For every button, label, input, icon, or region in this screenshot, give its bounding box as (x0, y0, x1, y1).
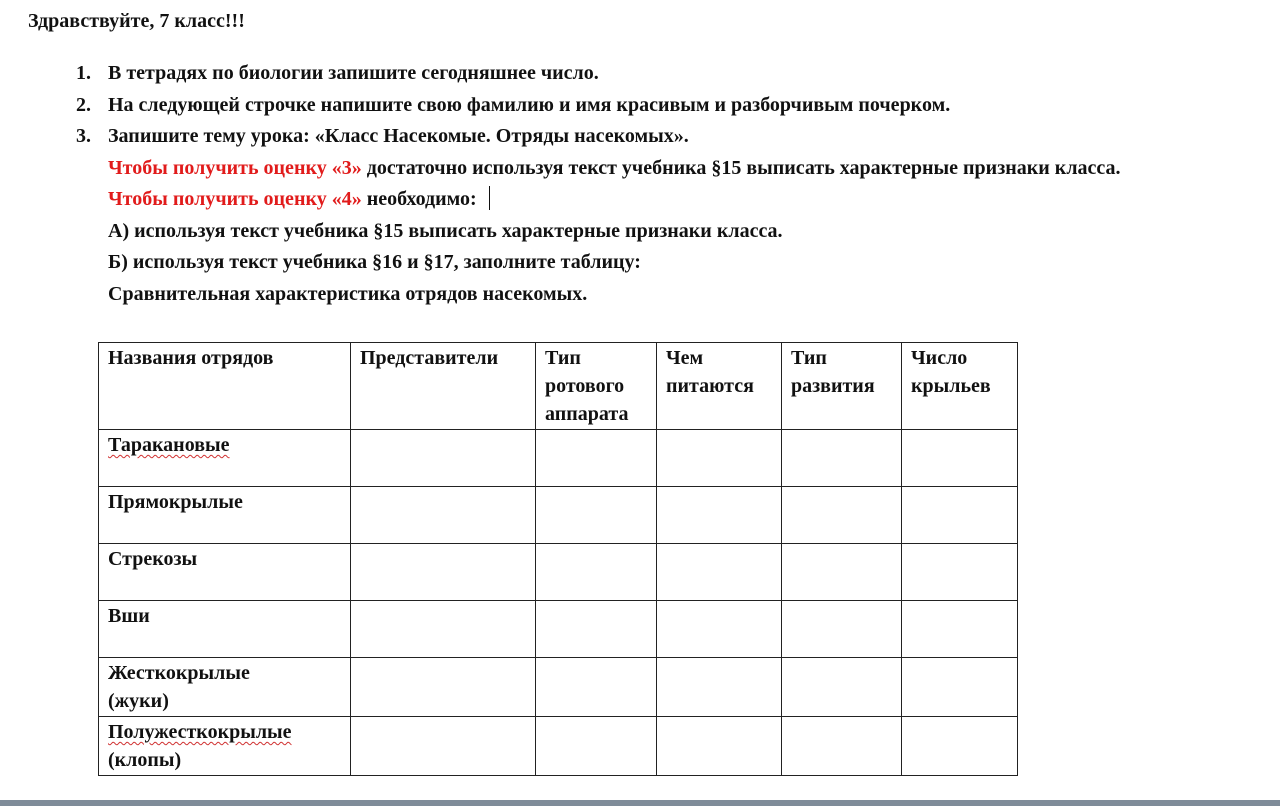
table-row (99, 717, 1018, 776)
order-name: Стрекозы (108, 548, 198, 570)
empty-cell[interactable] (657, 544, 782, 601)
order-name-cell (99, 717, 351, 776)
empty-cell[interactable] (902, 487, 1018, 544)
instruction-item-1 (76, 58, 1258, 90)
order-name: Жесткокрылые (108, 662, 250, 684)
window-bottom-border (0, 800, 1280, 806)
empty-cell[interactable] (536, 658, 657, 717)
header-order-names: Названия отрядов (99, 343, 351, 430)
empty-cell[interactable] (902, 430, 1018, 487)
empty-cell[interactable] (351, 487, 536, 544)
order-name: Полужесткокрылые (108, 721, 292, 743)
empty-cell[interactable] (536, 487, 657, 544)
empty-cell[interactable] (657, 601, 782, 658)
table-row (99, 544, 1018, 601)
list-number: 1. (76, 62, 91, 84)
empty-cell[interactable] (782, 717, 902, 776)
empty-cell[interactable] (351, 544, 536, 601)
instruction-text: В тетрадях по биологии запишите сегодняшнее число. (108, 62, 599, 84)
empty-cell[interactable] (902, 601, 1018, 658)
empty-cell[interactable] (351, 430, 536, 487)
grade-4-highlight: Чтобы получить оценку «4» (108, 188, 362, 210)
empty-cell[interactable] (351, 717, 536, 776)
instruction-text: Запишите тему урока: «Класс Насекомые. Отряды насекомых». (108, 125, 689, 147)
header-mouthparts-type: Тип ротового аппарата (536, 343, 657, 430)
table-row (99, 487, 1018, 544)
empty-cell[interactable] (902, 544, 1018, 601)
empty-cell[interactable] (536, 430, 657, 487)
grade-3-highlight: Чтобы получить оценку «3» (108, 156, 362, 179)
empty-cell[interactable] (536, 544, 657, 601)
empty-cell[interactable] (351, 658, 536, 717)
table-header-row (99, 343, 1018, 430)
grade-3-text: достаточно используя текст учебника §15 выписать характерные признаки класса. (366, 156, 1121, 179)
instruction-item-3 (76, 121, 1258, 153)
grade-3-paragraph (108, 153, 1258, 185)
order-name-cell (99, 658, 351, 717)
empty-cell[interactable] (782, 544, 902, 601)
header-diet: Чем питаются (657, 343, 782, 430)
order-name-cell (99, 601, 351, 658)
order-name: Вши (108, 605, 150, 627)
empty-cell[interactable] (782, 601, 902, 658)
header-development-type: Тип развития (782, 343, 902, 430)
task-a: А) используя текст учебника §15 выписать характерные признаки класса. (108, 219, 783, 242)
header-representatives: Представители (351, 343, 536, 430)
empty-cell[interactable] (536, 601, 657, 658)
empty-cell[interactable] (902, 658, 1018, 717)
order-name-cell (99, 430, 351, 487)
grade-4-text: необходимо: (366, 188, 477, 210)
empty-cell[interactable] (657, 430, 782, 487)
empty-cell[interactable] (782, 658, 902, 717)
empty-cell[interactable] (782, 487, 902, 544)
table-row (99, 658, 1018, 717)
header-wing-count: Число крыльев (902, 343, 1018, 430)
order-name-cell (99, 487, 351, 544)
order-name: Прямокрылые (108, 491, 243, 513)
instructions-block (76, 58, 1258, 310)
list-number: 3. (76, 125, 91, 147)
instruction-text: На следующей строчке напишите свою фамилию и имя красивым и разборчивым почерком. (108, 93, 951, 116)
insect-orders-table (98, 342, 1018, 776)
order-name: Таракановые (108, 434, 230, 456)
empty-cell[interactable] (902, 717, 1018, 776)
grade-4-paragraph (108, 184, 1258, 216)
text-cursor (489, 186, 490, 210)
task-b: Б) используя текст учебника §16 и §17, заполните таблицу: (108, 251, 641, 273)
list-number: 2. (76, 93, 91, 116)
order-name-cell (99, 544, 351, 601)
empty-cell[interactable] (657, 717, 782, 776)
table-row (99, 601, 1018, 658)
greeting-heading: Здравствуйте, 7 класс!!! (28, 10, 245, 32)
empty-cell[interactable] (657, 658, 782, 717)
table-title: Сравнительная характеристика отрядов насекомых. (108, 282, 588, 305)
order-name-note: (клопы) (108, 749, 182, 771)
empty-cell[interactable] (351, 601, 536, 658)
order-name-note: (жуки) (108, 690, 169, 712)
empty-cell[interactable] (536, 717, 657, 776)
instruction-item-2 (76, 90, 1258, 122)
empty-cell[interactable] (657, 487, 782, 544)
table-row (99, 430, 1018, 487)
empty-cell[interactable] (782, 430, 902, 487)
